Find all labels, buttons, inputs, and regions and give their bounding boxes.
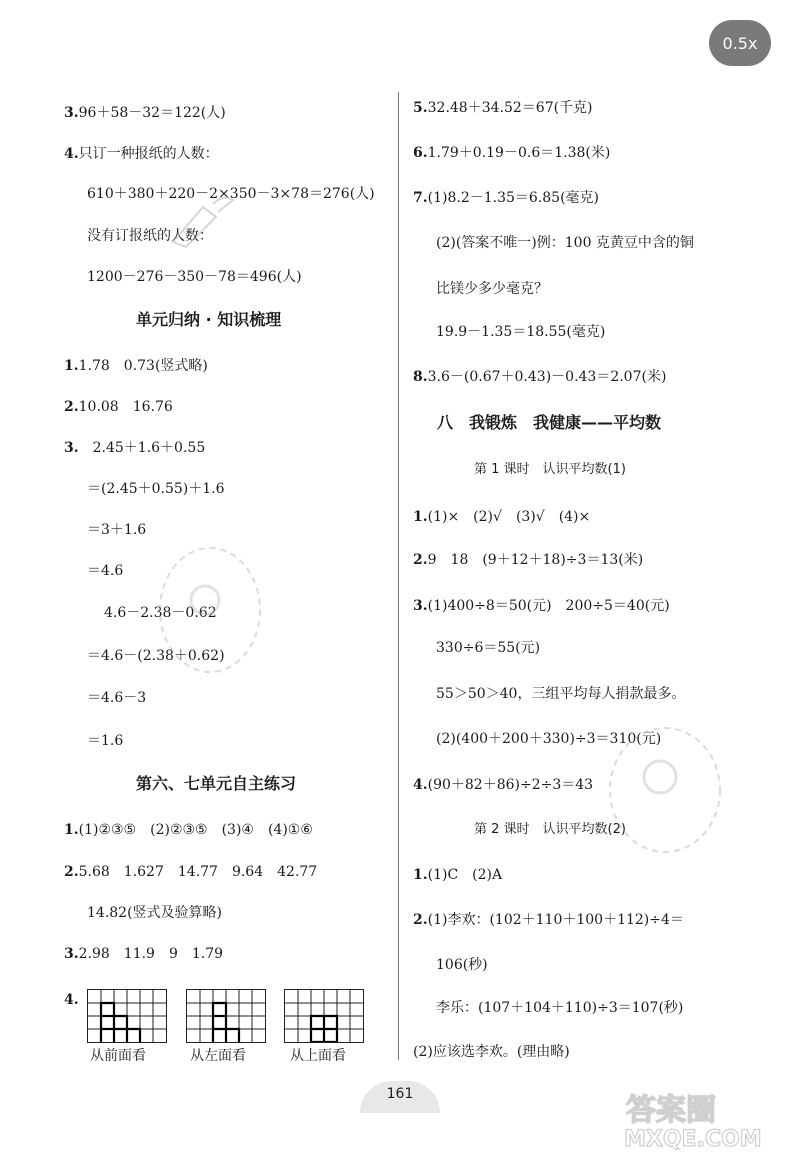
answer-line: 1200－276－350－78＝496(人) bbox=[87, 269, 302, 285]
answer-line: 8.3.6－(0.67＋0.43)－0.43＝2.07(米) bbox=[413, 369, 667, 385]
answer-line: 4.6－2.38－0.62 bbox=[104, 605, 217, 621]
playback-speed-button[interactable]: 0.5x bbox=[709, 20, 771, 66]
view-label: 从上面看 bbox=[290, 1048, 346, 1064]
answer-line: (2)应该选李欢。(理由略) bbox=[413, 1044, 570, 1060]
answer-line: 4.(90＋82＋86)÷2÷3＝43 bbox=[413, 777, 594, 793]
answer-line: 106(秒) bbox=[436, 957, 488, 973]
answer-line: 1.(1)②③⑤ (2)②③⑤ (3)④ (4)①⑥ bbox=[64, 822, 313, 838]
answer-line: 1.1.78 0.73(竖式略) bbox=[64, 358, 208, 374]
answer-line: 1.(1)C (2)A bbox=[413, 867, 503, 883]
answer-line: ＝3＋1.6 bbox=[87, 522, 147, 538]
answer-line: 2.10.08 16.76 bbox=[64, 399, 173, 415]
answer-line: 比镁少多少毫克？ bbox=[436, 281, 548, 297]
answer-line: 3.(1)400÷8＝50(元) 200÷5＝40(元) bbox=[413, 598, 670, 614]
answer-line: 55＞50＞40，三组平均每人捐款最多。 bbox=[436, 686, 686, 702]
section-title: 单元归纳 · 知识梳理 bbox=[136, 310, 282, 329]
answer-line: ＝(2.45＋0.55)＋1.6 bbox=[87, 481, 225, 497]
answer-line: 3.2.98 11.9 9 1.79 bbox=[64, 946, 224, 962]
answer-line: 没有订报纸的人数： bbox=[87, 228, 213, 244]
watermark-logo bbox=[618, 1088, 788, 1150]
answer-line: 1.(1)× (2)√ (3)√ (4)× bbox=[413, 509, 591, 525]
page-number-badge bbox=[360, 1081, 440, 1113]
view-label: 从前面看 bbox=[90, 1048, 146, 1064]
answer-line: 2.(1)李欢：(102＋110＋100＋112)÷4＝ bbox=[413, 912, 684, 928]
section-title: 第六、七单元自主练习 bbox=[136, 774, 297, 793]
mascot-icon bbox=[168, 192, 238, 250]
answer-line: 2.5.68 1.627 14.77 9.64 42.77 bbox=[64, 864, 318, 880]
answer-line: 330÷6＝55(元) bbox=[436, 640, 541, 656]
answer-line: ＝4.6 bbox=[87, 563, 124, 579]
answer-line: 5.32.48＋34.52＝67(千克) bbox=[413, 100, 593, 116]
page-number: 161 bbox=[386, 1086, 414, 1102]
answer-line: 610＋380＋220－2×350－3×78＝276(人) bbox=[87, 186, 375, 202]
answer-line: 4. bbox=[64, 992, 79, 1008]
chapter-title: 八 我锻炼 我健康——平均数 bbox=[437, 413, 662, 432]
stamp-icon bbox=[150, 535, 270, 685]
view-grid-top bbox=[284, 989, 364, 1043]
svg-text:MXQE.COM: MXQE.COM bbox=[624, 1127, 762, 1150]
answer-line: 6.1.79＋0.19－0.6＝1.38(米) bbox=[413, 145, 611, 161]
answer-line: 7.(1)8.2－1.35＝6.85(毫克) bbox=[413, 190, 599, 206]
answer-line: 3.96＋58－32＝122(人) bbox=[64, 105, 226, 121]
answer-line: 19.9－1.35＝18.55(毫克) bbox=[436, 324, 606, 340]
view-label: 从左面看 bbox=[190, 1048, 246, 1064]
answer-line: 4.只订一种报纸的人数： bbox=[64, 146, 219, 162]
svg-text:答案圈: 答案圈 bbox=[626, 1093, 716, 1128]
answer-line: 李乐：(107＋104＋110)÷3＝107(秒) bbox=[436, 1000, 684, 1016]
answer-line: ＝1.6 bbox=[87, 733, 124, 749]
answer-line: ＝4.6－(2.38＋0.62) bbox=[87, 648, 225, 664]
answer-line: 3. 2.45＋1.6＋0.55 bbox=[64, 440, 206, 456]
lesson-title: 第 2 课时 认识平均数(2) bbox=[474, 822, 626, 837]
stamp-icon bbox=[600, 715, 730, 865]
answer-line: 14.82(竖式及验算略) bbox=[87, 905, 223, 921]
view-grid-front bbox=[87, 989, 167, 1043]
lesson-title: 第 1 课时 认识平均数(1) bbox=[474, 462, 626, 477]
view-grid-left bbox=[186, 989, 266, 1043]
column-divider bbox=[398, 92, 399, 1060]
answer-line: (2)(400＋200＋330)÷3＝310(元) bbox=[436, 731, 662, 747]
answer-line: ＝4.6－3 bbox=[87, 690, 147, 706]
answer-line: (2)(答案不唯一)例：100 克黄豆中含的铜 bbox=[436, 235, 694, 251]
answer-line: 2.9 18 (9＋12＋18)÷3＝13(米) bbox=[413, 552, 644, 568]
